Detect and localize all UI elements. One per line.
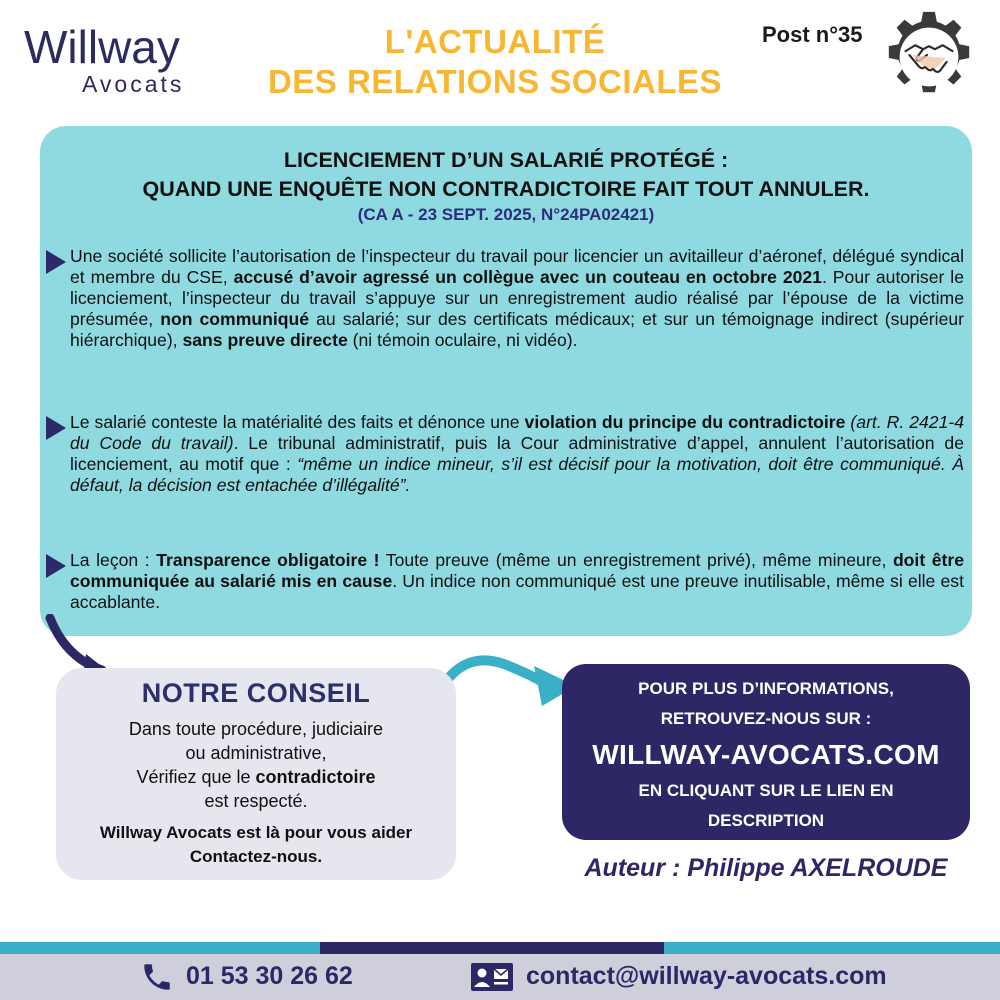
case-reference: (CA A - 23 SEPT. 2025, N°24PA02421) [357, 205, 655, 224]
footer-stripe [664, 942, 1000, 954]
text-segment: non communiqué [160, 309, 309, 329]
bullet-paragraph [70, 550, 964, 613]
text-segment: accusé d’avoir agressé un collègue avec un couteau en octobre 2021 [233, 267, 822, 287]
advice-line: ou administrative, [185, 743, 327, 763]
bullet-paragraph [70, 246, 964, 351]
logo-text-willway: Willway [24, 21, 180, 73]
phone-number[interactable]: 01 53 30 26 62 [186, 962, 353, 990]
triangle-bullet-icon [46, 554, 66, 578]
contact-footer [0, 954, 1000, 1000]
text-segment: “même un indice mineur, s’il est décisif pour la motivation, doit être communiqué. À défaut, la décision est entachée d’illégalité”. [70, 454, 964, 495]
text-segment: . Pour autoriser le licenciement, l’inspecteur du travail s’appuye sur un enregistrement audio réalisé par l’épouse de la victime présumée, [70, 267, 964, 329]
article-title [40, 146, 972, 204]
text-segment: Une société sollicite l’autorisation de l’inspecteur du travail pour licencier un avitailleur d’aéronef, délégué syndical et membre du CSE, [70, 246, 964, 287]
advice-line: est respecté. [204, 791, 308, 811]
email-address[interactable]: contact@willway-avocats.com [526, 962, 887, 990]
triangle-bullet-icon [46, 416, 66, 440]
advice-keyword: contradictoire [255, 767, 376, 787]
article-card [40, 126, 972, 636]
post-number: Post n°35 [762, 22, 863, 47]
advice-line-prefix: Vérifiez que le [136, 767, 256, 787]
advice-title: NOTRE CONSEIL [141, 678, 371, 708]
more-info-box [562, 664, 970, 840]
info-outro [562, 776, 970, 836]
article-title-line1: LICENCIEMENT D’UN SALARIÉ PROTÉGÉ : [283, 148, 729, 172]
page-title [230, 22, 760, 102]
article-bullet-lesson [46, 550, 964, 613]
page-title-line1: L'ACTUALITÉ [384, 23, 606, 60]
page-title-line2: DES RELATIONS SOCIALES [267, 63, 723, 100]
text-segment: Le salarié conteste la matérialité des faits et dénonce une [70, 412, 525, 432]
help-line: Willway Avocats est là pour vous aider [99, 823, 413, 842]
info-intro [562, 674, 970, 734]
contact-us-link[interactable]: Contactez-nous. [189, 847, 323, 866]
bullet-paragraph [70, 412, 964, 496]
logo-text-avocats: Avocats [82, 71, 185, 97]
advice-text [56, 717, 456, 813]
text-segment: Toute preuve (même un enregistrement privé), même mineure, [379, 550, 893, 570]
contact-card-icon [470, 962, 514, 992]
text-segment: violation du principe du contradictoire [524, 412, 846, 432]
article-bullet-decision [46, 412, 964, 496]
text-segment: sans preuve directe [182, 330, 348, 350]
website-link[interactable]: WILLWAY-AVOCATS.COM [592, 739, 940, 770]
info-line: EN CLIQUANT SUR LE LIEN EN [638, 781, 894, 800]
text-segment: au salarié; sur des certificats médicaux; et sur un témoignage indirect (supérieur hiérarchique), [70, 309, 964, 350]
author-credit: Auteur : Philippe AXELROUDE [584, 854, 948, 882]
advice-box [56, 668, 456, 880]
info-line: DESCRIPTION [707, 811, 825, 830]
phone-icon [140, 960, 174, 994]
text-segment: La leçon : [70, 550, 157, 570]
text-segment: Transparence obligatoire ! [156, 550, 380, 570]
willway-avocats-logo [24, 14, 224, 98]
article-title-line2: QUAND UNE ENQUÊTE NON CONTRADICTOIRE FAIT TOUT ANNULER. [142, 177, 870, 201]
text-segment: . Le tribunal administratif, puis la Cour administrative d’appel, annulent l’autorisation de licenciement, au motif que : [70, 433, 964, 474]
footer-stripe [320, 942, 664, 954]
help-text [56, 821, 456, 869]
info-line: POUR PLUS D’INFORMATIONS, [638, 679, 894, 698]
advice-line [56, 765, 456, 789]
triangle-bullet-icon [46, 250, 66, 274]
footer-stripe [0, 942, 320, 954]
article-bullet-facts [46, 246, 964, 351]
text-segment: (art. R. 2421-4 du Code du travail) [70, 412, 964, 453]
text-segment: doit être communiquée au salarié mis en cause [70, 550, 965, 591]
text-segment: (ni témoin oculaire, ni vidéo). [347, 330, 578, 350]
advice-line: Dans toute procédure, judiciaire [128, 719, 384, 739]
handshake-gear-icon [880, 8, 978, 106]
text-segment: . Un indice non communiqué est une preuve inutilisable, même si elle est accablante. [70, 571, 964, 612]
info-line: RETROUVEZ-NOUS SUR : [660, 709, 872, 728]
